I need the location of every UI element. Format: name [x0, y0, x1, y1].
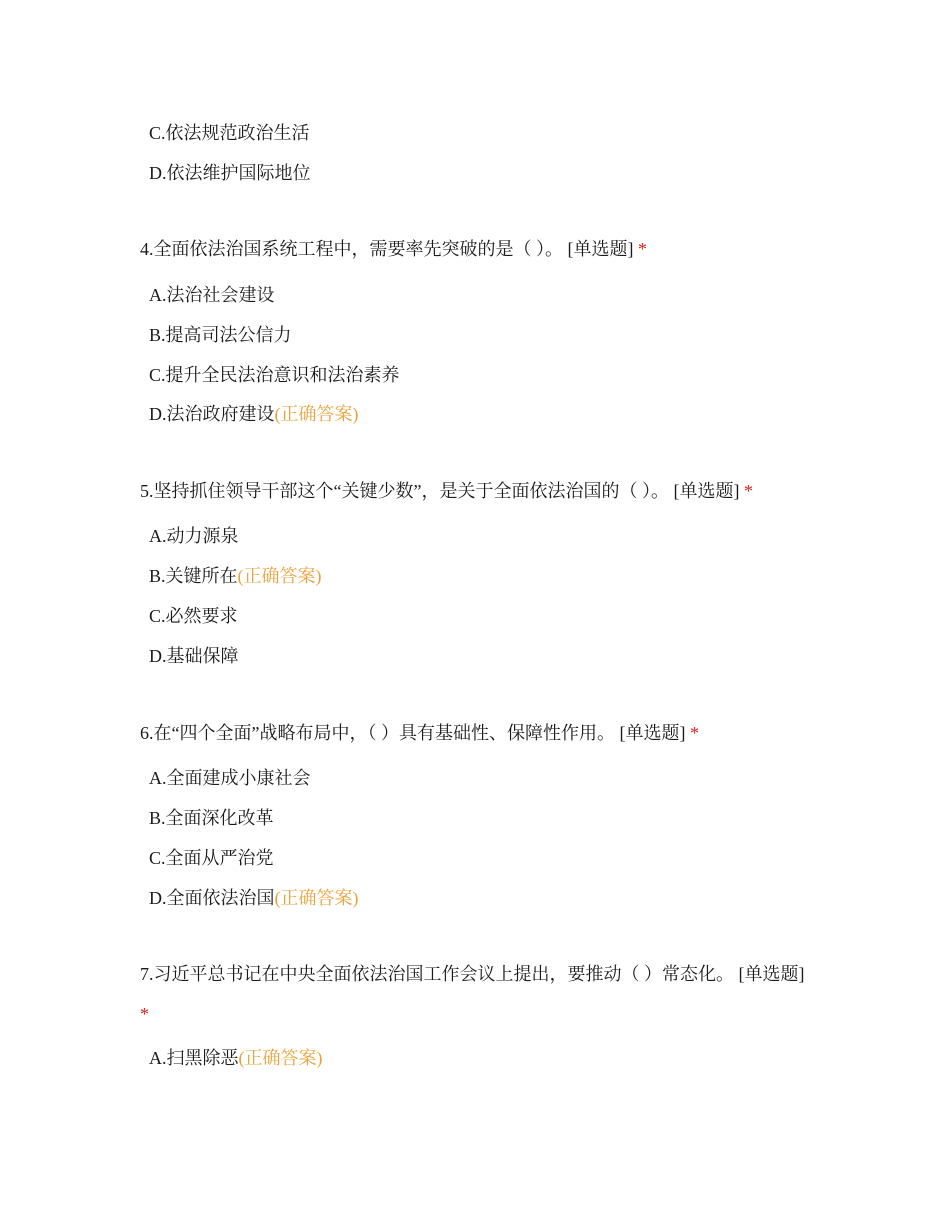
- question-type-label: [单选题]: [619, 723, 686, 743]
- correct-answer-label: (正确答案): [237, 566, 322, 586]
- option-text: C.必然要求: [149, 606, 238, 626]
- question-6-title: [140, 713, 812, 753]
- option-text: C.提升全民法治意识和法治素养: [149, 365, 400, 385]
- correct-answer-label: (正确答案): [274, 888, 359, 908]
- question-type-label: [单选题]: [567, 239, 634, 259]
- option-text: B.全面深化改革: [149, 808, 274, 828]
- option-text: C.依法规范政治生活: [149, 123, 310, 143]
- option-q6-b: [149, 806, 274, 830]
- question-type-label: [单选题]: [738, 964, 805, 984]
- option-text: B.提高司法公信力: [149, 325, 292, 345]
- option-q4-c: [149, 363, 400, 387]
- question-text: 4.全面依法治国系统工程中，需要率先突破的是（ ）。: [140, 239, 563, 259]
- question-7-title: [140, 954, 812, 1034]
- question-4-title: [140, 229, 812, 269]
- correct-answer-label: (正确答案): [274, 404, 359, 424]
- required-mark: *: [638, 239, 647, 259]
- question-type-label: [单选题]: [673, 481, 740, 501]
- required-mark: *: [140, 1004, 149, 1024]
- option-text: C.全面从严治党: [149, 848, 274, 868]
- question-text: 7.习近平总书记在中央全面依法治国工作会议上提出，要推动（ ）常态化。: [140, 964, 734, 984]
- option-text: D.基础保障: [149, 646, 239, 666]
- option-q5-d: [149, 644, 239, 668]
- option-q3-d: [149, 161, 311, 185]
- correct-answer-label: (正确答案): [238, 1048, 323, 1068]
- option-text: D.全面依法治国: [149, 888, 275, 908]
- question-text: 5.坚持抓住领导干部这个“关键少数”，是关于全面依法治国的（ ）。: [140, 481, 669, 501]
- option-q4-b: [149, 323, 292, 347]
- option-text: A.法治社会建设: [149, 285, 275, 305]
- question-5-title: [140, 471, 812, 511]
- option-q7-a: [149, 1046, 323, 1070]
- question-text: 6.在“四个全面”战略布局中，（ ）具有基础性、保障性作用。: [140, 723, 615, 743]
- option-q3-c: [149, 121, 310, 145]
- option-q6-c: [149, 846, 274, 870]
- option-q6-a: [149, 766, 311, 790]
- required-mark: *: [689, 723, 699, 743]
- option-text: B.关键所在: [149, 566, 238, 586]
- option-text: A.动力源泉: [149, 526, 239, 546]
- required-mark: *: [743, 481, 753, 501]
- option-q5-b: [149, 564, 322, 588]
- option-text: A.扫黑除恶: [149, 1048, 239, 1068]
- option-q5-a: [149, 524, 239, 548]
- option-q4-d: [149, 402, 359, 426]
- option-text: D.依法维护国际地位: [149, 163, 311, 183]
- option-q4-a: [149, 283, 275, 307]
- option-text: A.全面建成小康社会: [149, 768, 311, 788]
- option-q5-c: [149, 604, 238, 628]
- option-q6-d: [149, 886, 359, 910]
- option-text: D.法治政府建设: [149, 404, 275, 424]
